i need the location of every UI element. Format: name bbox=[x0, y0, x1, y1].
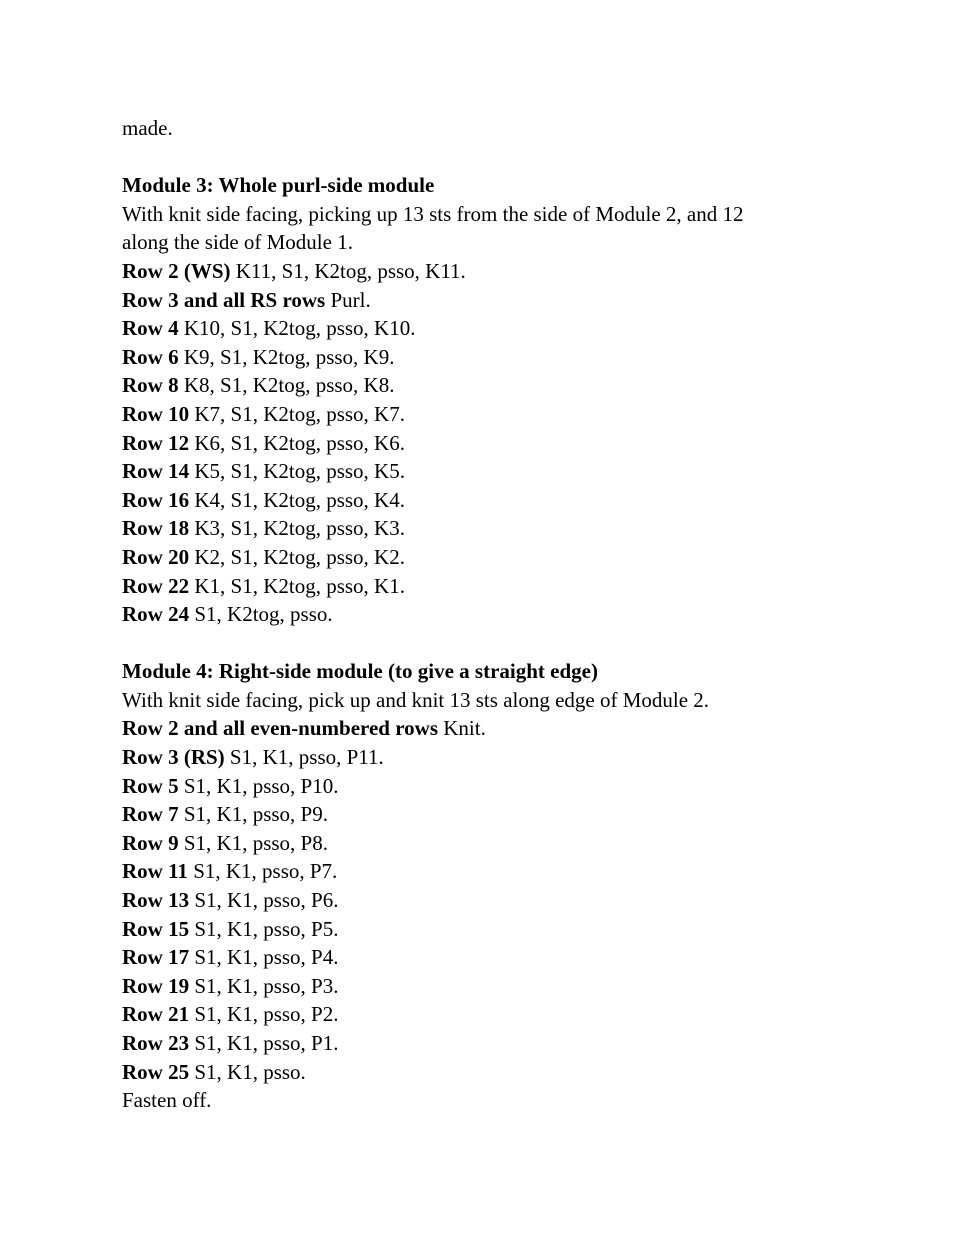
row-label: Row 16 bbox=[122, 487, 190, 512]
row-instruction: S1, K1, psso, P5. bbox=[189, 916, 339, 941]
module3-instruction-row bbox=[122, 429, 902, 458]
row-instruction: K10, S1, K2tog, psso, K10. bbox=[178, 316, 416, 341]
row-label: Row 19 bbox=[122, 973, 190, 998]
row-instruction: K8, S1, K2tog, psso, K8. bbox=[178, 373, 395, 398]
row-label: Row 24 bbox=[122, 602, 190, 627]
module-3-rows bbox=[122, 257, 902, 629]
row-instruction: S1, K1, psso. bbox=[189, 1059, 306, 1084]
row-instruction: S1, K1, psso, P1. bbox=[189, 1031, 339, 1055]
row-instruction: S1, K1, psso, P10. bbox=[178, 773, 339, 798]
row-instruction: Purl. bbox=[325, 287, 371, 312]
row-instruction: S1, K1, psso, P4. bbox=[189, 945, 339, 970]
module3-instruction-row bbox=[122, 400, 902, 429]
module4-instruction-row bbox=[122, 915, 902, 944]
module3-instruction-row bbox=[122, 457, 902, 486]
row-label: Row 12 bbox=[122, 430, 190, 455]
row-label: Row 21 bbox=[122, 1002, 190, 1027]
row-instruction: S1, K1, psso, P3. bbox=[189, 973, 339, 998]
row-label: Row 20 bbox=[122, 544, 190, 569]
module4-instruction-row bbox=[122, 1058, 902, 1087]
module-3-heading: Module 3: Whole purl-side module bbox=[122, 173, 435, 198]
module4-instruction-row bbox=[122, 943, 902, 972]
module4-instruction-row bbox=[122, 714, 902, 743]
paragraph-gap bbox=[122, 629, 902, 658]
row-label: Row 23 bbox=[122, 1031, 190, 1055]
module-4-section bbox=[122, 657, 902, 1115]
module4-instruction-row bbox=[122, 1000, 902, 1029]
module4-instruction-row bbox=[122, 886, 902, 915]
row-label: Row 3 and all RS rows bbox=[122, 287, 326, 312]
module3-instruction-row bbox=[122, 314, 902, 343]
module3-instruction-row bbox=[122, 343, 902, 372]
module3-instruction-row bbox=[122, 543, 902, 572]
row-label: Row 6 bbox=[122, 344, 179, 369]
row-label: Row 8 bbox=[122, 373, 179, 398]
row-label: Row 2 (WS) bbox=[122, 258, 231, 283]
row-label: Row 4 bbox=[122, 316, 179, 341]
module-3-intro-line: along the side of Module 1. bbox=[122, 230, 353, 255]
row-label: Row 18 bbox=[122, 516, 190, 541]
row-instruction: S1, K1, psso, P9. bbox=[178, 802, 328, 827]
opening-line: made. bbox=[122, 116, 173, 140]
row-label: Row 22 bbox=[122, 573, 190, 598]
row-label: Row 17 bbox=[122, 945, 190, 970]
row-instruction: K1, S1, K2tog, psso, K1. bbox=[189, 573, 405, 598]
module3-instruction-row bbox=[122, 600, 902, 629]
row-instruction: S1, K1, psso, P8. bbox=[178, 830, 328, 855]
row-instruction: S1, K1, psso, P11. bbox=[224, 745, 384, 770]
module4-instruction-row bbox=[122, 857, 902, 886]
module3-instruction-row bbox=[122, 257, 902, 286]
module-4-rows bbox=[122, 714, 902, 1086]
row-instruction: S1, K1, psso, P6. bbox=[189, 888, 339, 913]
module-4-closing: Fasten off. bbox=[122, 1088, 212, 1113]
module-4-intro-line: With knit side facing, pick up and knit 13 sts along edge of Module 2. bbox=[122, 687, 710, 712]
row-label: Row 14 bbox=[122, 459, 190, 484]
module3-instruction-row bbox=[122, 572, 902, 601]
row-label: Row 13 bbox=[122, 888, 190, 913]
module4-instruction-row bbox=[122, 772, 902, 801]
row-label: Row 5 bbox=[122, 773, 179, 798]
module3-instruction-row bbox=[122, 286, 902, 315]
row-label: Row 7 bbox=[122, 802, 179, 827]
row-instruction: K7, S1, K2tog, psso, K7. bbox=[189, 401, 405, 426]
module3-instruction-row bbox=[122, 371, 902, 400]
row-instruction: K2, S1, K2tog, psso, K2. bbox=[189, 544, 405, 569]
row-instruction: K6, S1, K2tog, psso, K6. bbox=[189, 430, 405, 455]
row-label: Row 11 bbox=[122, 859, 188, 884]
row-label: Row 2 and all even-numbered rows bbox=[122, 716, 438, 741]
row-instruction: S1, K1, psso, P2. bbox=[189, 1002, 339, 1027]
row-label: Row 3 (RS) bbox=[122, 745, 225, 770]
row-instruction: K3, S1, K2tog, psso, K3. bbox=[189, 516, 405, 541]
row-instruction: K9, S1, K2tog, psso, K9. bbox=[178, 344, 395, 369]
module3-instruction-row bbox=[122, 486, 902, 515]
document-page bbox=[122, 114, 902, 1115]
row-label: Row 10 bbox=[122, 401, 190, 426]
module-4-heading: Module 4: Right-side module (to give a straight edge) bbox=[122, 659, 598, 684]
module4-instruction-row bbox=[122, 743, 902, 772]
paragraph-gap bbox=[122, 143, 902, 172]
module4-instruction-row bbox=[122, 829, 902, 858]
row-instruction: K4, S1, K2tog, psso, K4. bbox=[189, 487, 405, 512]
row-instruction: S1, K1, psso, P7. bbox=[187, 859, 338, 884]
row-instruction: Knit. bbox=[438, 716, 486, 741]
row-label: Row 15 bbox=[122, 916, 190, 941]
module4-instruction-row bbox=[122, 1029, 902, 1058]
module-3-intro-line: With knit side facing, picking up 13 sts from the side of Module 2, and 12 bbox=[122, 201, 744, 226]
module-3-section bbox=[122, 171, 902, 629]
module3-instruction-row bbox=[122, 514, 902, 543]
row-instruction: K5, S1, K2tog, psso, K5. bbox=[189, 459, 405, 484]
row-label: Row 25 bbox=[122, 1059, 190, 1084]
row-label: Row 9 bbox=[122, 830, 179, 855]
module4-instruction-row bbox=[122, 972, 902, 1001]
row-instruction: K11, S1, K2tog, psso, K11. bbox=[230, 258, 466, 283]
module4-instruction-row bbox=[122, 800, 902, 829]
row-instruction: S1, K2tog, psso. bbox=[189, 602, 333, 627]
